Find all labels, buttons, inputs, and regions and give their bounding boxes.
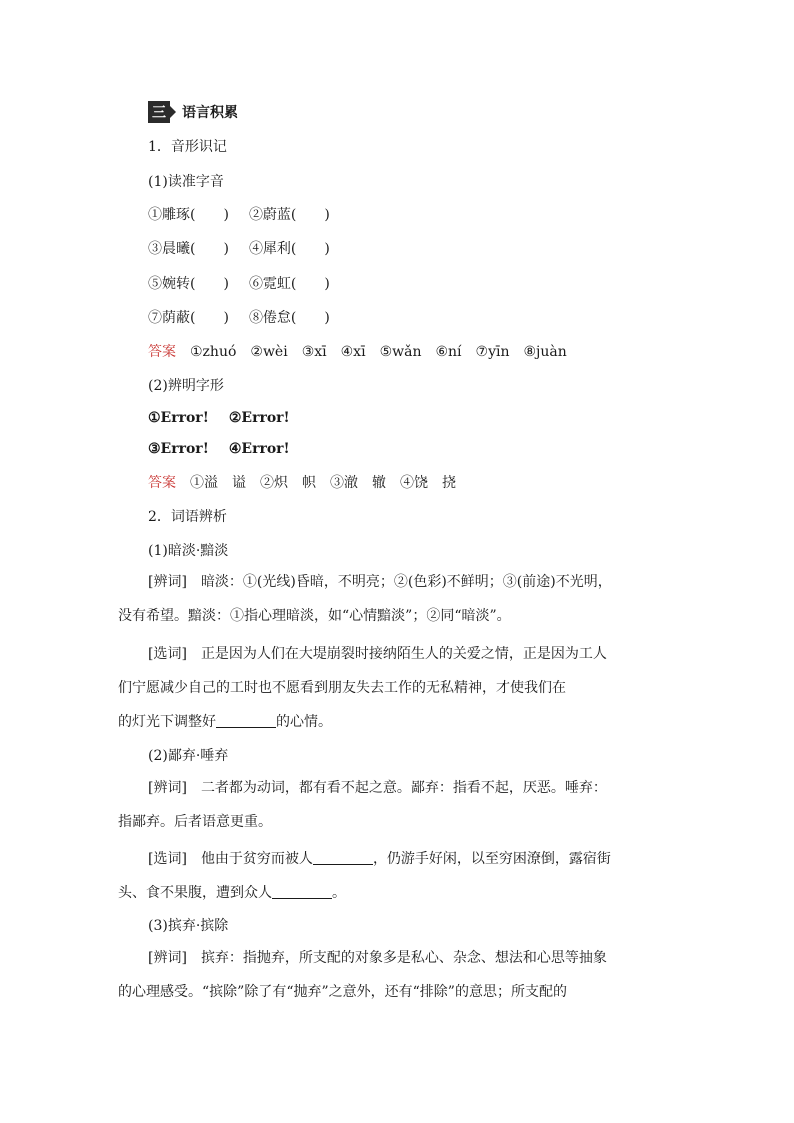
word-pair-title: (1)暗淡·黯淡 bbox=[148, 543, 229, 559]
pronunciation-answers bbox=[148, 342, 567, 362]
answer-item: ③澈 bbox=[330, 475, 358, 491]
glyph-error-row bbox=[148, 408, 290, 428]
question-text: 正是因为人们在大堤崩裂时接纳陌生人的关爱之情，正是因为工人 bbox=[200, 646, 607, 662]
answer-item: ③xī bbox=[301, 344, 327, 360]
answer-item: ④xī bbox=[340, 344, 366, 360]
error-field: ③Error! bbox=[148, 441, 209, 457]
answer-item: 谥 bbox=[232, 475, 246, 491]
fill-blank-tag: [选词] bbox=[148, 646, 187, 662]
question-text: ，仍游手好闲，以至穷困潦倒，露宿街 bbox=[372, 851, 611, 867]
answer-item: 挠 bbox=[442, 475, 456, 491]
answer-item: ⑤wǎn bbox=[379, 344, 422, 360]
definition-tag: [辨词] bbox=[148, 950, 187, 966]
definition-text: 暗淡：①(光线)昏暗，不明亮；②(色彩)不鲜明；③(前途)不光明， bbox=[200, 574, 612, 590]
definition-text: 二者都为动词，都有看不起之意。鄙弃：指看不起，厌恶。唾弃： bbox=[200, 780, 607, 796]
question-text: 的心情。 bbox=[276, 714, 332, 730]
question-text: 们宁愿减少自己的工时也不愿看到朋友失去工作的无私精神，才使我们在 bbox=[118, 680, 566, 696]
pronunciation-row bbox=[148, 239, 330, 259]
fill-blank-tag: [选词] bbox=[148, 851, 187, 867]
answer-item: 帜 bbox=[302, 475, 316, 491]
pronunciation-item: ⑧倦怠( ) bbox=[248, 310, 330, 326]
section-badge: 三 bbox=[148, 101, 170, 123]
glyph-answers bbox=[148, 473, 456, 493]
answer-label: 答案 bbox=[148, 344, 176, 360]
question-text: 。 bbox=[332, 885, 346, 901]
definition-paragraph bbox=[118, 941, 678, 1009]
definition-paragraph bbox=[118, 771, 678, 839]
error-field: ②Error! bbox=[228, 410, 290, 426]
answer-label: 答案 bbox=[148, 475, 176, 491]
part2-heading: 2．词语辨析 bbox=[148, 509, 227, 525]
fill-blank-paragraph bbox=[118, 637, 678, 739]
error-field: ④Error! bbox=[228, 441, 290, 457]
answer-item: ①溢 bbox=[190, 475, 218, 491]
pronunciation-row bbox=[148, 205, 330, 225]
section-header bbox=[148, 100, 238, 124]
glyph-error-row bbox=[148, 439, 290, 459]
pronunciation-row bbox=[148, 308, 330, 328]
pronunciation-row bbox=[148, 274, 330, 294]
fill-blank-paragraph bbox=[118, 842, 678, 910]
error-field: ①Error! bbox=[148, 410, 209, 426]
pronunciation-item: ③晨曦( ) bbox=[148, 241, 229, 257]
answer-item: ⑧juàn bbox=[523, 344, 567, 360]
answer-item: ⑦yīn bbox=[475, 344, 510, 360]
section-title: 语言积累 bbox=[182, 105, 238, 121]
question-text: 的灯光下调整好 bbox=[118, 714, 216, 730]
answer-item: ⑥ní bbox=[435, 344, 462, 360]
word-pair-title: (3)摈弃·摈除 bbox=[148, 918, 229, 934]
definition-tag: [辨词] bbox=[148, 780, 187, 796]
definition-tag: [辨词] bbox=[148, 574, 187, 590]
answer-item: ①zhuó bbox=[190, 344, 237, 360]
answer-blank bbox=[216, 713, 276, 728]
answer-item: ②wèi bbox=[250, 344, 288, 360]
pronunciation-subheading: (1)读准字音 bbox=[148, 174, 224, 190]
word-pair-title: (2)鄙弃·唾弃 bbox=[148, 748, 229, 764]
answer-blank bbox=[272, 884, 332, 899]
definition-text: 指鄙弃。后者语意更重。 bbox=[118, 814, 272, 830]
answer-item: ④饶 bbox=[400, 475, 428, 491]
glyph-subheading: (2)辨明字形 bbox=[148, 378, 224, 394]
definition-text: 的心理感受。“摈除”除了有“抛弃”之意外，还有“排除”的意思；所支配的 bbox=[118, 984, 567, 1000]
pronunciation-item: ⑤婉转( ) bbox=[148, 276, 229, 292]
definition-text: 没有希望。黯淡：①指心理暗淡，如“心情黯淡”；②同“暗淡”。 bbox=[118, 608, 511, 624]
pronunciation-item: ④犀利( ) bbox=[248, 241, 330, 257]
definition-paragraph bbox=[118, 565, 678, 633]
answer-item: 辙 bbox=[372, 475, 386, 491]
pronunciation-item: ⑦荫蔽( ) bbox=[148, 310, 229, 326]
pronunciation-item: ①雕琢( ) bbox=[148, 207, 229, 223]
definition-text: 摈弃：指抛弃，所支配的对象多是私心、杂念、想法和心思等抽象 bbox=[200, 950, 607, 966]
pronunciation-item: ⑥霓虹( ) bbox=[248, 276, 330, 292]
answer-item: ②炽 bbox=[260, 475, 288, 491]
question-text: 头、食不果腹，遭到众人 bbox=[118, 885, 272, 901]
answer-blank bbox=[313, 850, 373, 865]
question-text: 他由于贫穷而被人 bbox=[200, 851, 313, 867]
pronunciation-item: ②蔚蓝( ) bbox=[248, 207, 330, 223]
part1-heading: 1．音形识记 bbox=[148, 139, 227, 155]
